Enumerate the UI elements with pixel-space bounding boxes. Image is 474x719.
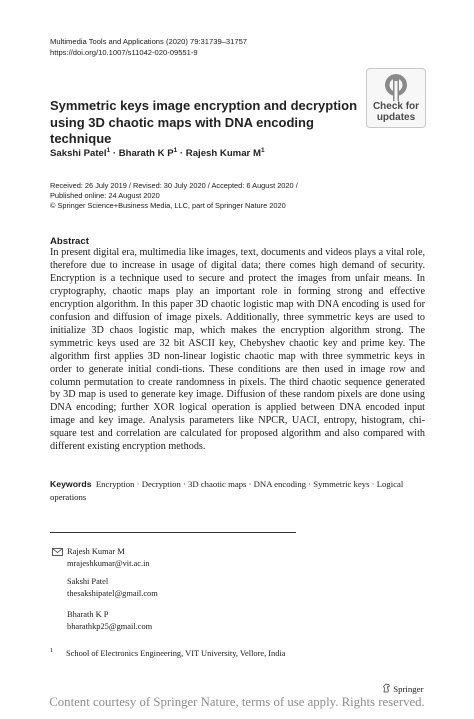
check-for-updates-badge[interactable] [366,68,426,128]
affiliation-marker: 1 [260,147,265,154]
abstract-line: compared with different existing encryption methods. [50,428,426,453]
keywords-list-continued: operations [50,491,87,502]
abstract-line: image and key image. Analysis parameters like NPCR, UACI, entropy, histogram, [50,415,405,427]
abstract-line: encryption algorithm strong. The symmetric keys used are 32 bit ASCII key, [50,324,425,349]
abstract-line: logistic chaotic map with three symmetric keys in order to generate initial condi- [50,350,425,375]
publisher-logo [382,683,424,694]
abstract-line: strong and effective encryption algorithm. In this paper 3D chaotic logistic map with [50,285,426,310]
journal-citation: Multimedia Tools and Applications (2020) 79:31739–31757 [50,37,248,46]
contact-name: Bharath K P [67,610,109,619]
abstract-line: from unfair means. In cryptography, chaotic maps play an important role in forming [50,272,426,297]
published-date: Published online: 24 August 2020 [50,191,160,201]
affiliation-marker: 1 [173,147,178,154]
abstract-line: three symmetric keys are used to initialize 3D chaos logistic map, which makes the [50,311,426,336]
abstract-line: generate key image. Diffusion of these random pixels are done using DNA [50,389,425,414]
abstract-line: tions. These conditions are then used in image row and column permutation to create [50,363,426,388]
author-name[interactable]: Bharath K P [118,148,174,160]
keywords-label: Keywords [50,479,92,489]
affiliation-marker: 1 [106,147,111,154]
contact-name: Sakshi Patel [67,577,109,586]
paper-title: Symmetric keys image encryption and decryption using 3D chaotic maps with DNA encoding technique [50,98,358,146]
author-separator: · [177,148,186,160]
abstract-line: encoding; further XOR logical operation is applied between DNA encoded input [76,402,425,414]
abstract-line: chi-square test and correlation are calculated for proposed algorithm and also [50,415,425,440]
springer-horse-icon [382,683,391,693]
envelope-icon [52,548,63,556]
courtesy-footer: Content courtesy of Springer Nature, terms of use apply. Rights reserved. [49,695,425,709]
author-separator: · [110,148,119,160]
abstract-line: randomness in pixels. The third chaotic sequence generated by 3D map is used to [50,376,426,401]
contact-email[interactable]: bharathkp25@gmail.com [67,621,153,631]
contact-name: Rajesh Kumar M [67,547,125,556]
abstract-line: demand of security. Encryption is a technique used to secure and protect the images [50,259,425,284]
publication-dates [50,181,298,212]
check-for-updates-icon [380,73,412,101]
keywords-list: Encryption · Decryption · 3D chaotic maps · DNA encoding · Symmetric keys · Logical [95,479,404,489]
doi-link[interactable]: https://doi.org/10.1007/s11042-020-09551-9 [50,47,198,57]
contact-entry [67,546,150,570]
abstract-heading: Abstract [50,236,89,247]
abstract-body [50,247,425,454]
contact-email[interactable]: mrajeshkumar@vit.ac.in [67,558,150,568]
abstract-line: In present digital era, multimedia like images, text, documents and videos plays a [50,247,384,258]
footnote-divider [50,532,296,533]
publisher-name: Springer [393,684,424,694]
contact-email[interactable]: thesakshipatel@gmail.com [67,588,158,598]
keywords-block [50,478,425,504]
affiliation-text: School of Electronics Engineering, VIT University, Vellore, India [66,649,286,658]
author-list [50,147,265,159]
author-name[interactable]: Rajesh Kumar M [185,148,261,160]
abstract-line: Chebyshev chaotic key and prime key. The algorithm first applies 3D non-linear [50,337,425,362]
received-dates: Received: 26 July 2019 / Revised: 30 July 2020 / Accepted: 6 August 2020 / [50,181,298,190]
contact-entry [67,609,152,633]
abstract-line: DNA encoding is used for confusion and diffusion of image pixels. Additionally, [50,298,425,323]
affiliation-number: 1 [50,647,54,654]
contact-entry [67,576,158,600]
abstract-line: vital role, therefore due to increase in usage of digital data; there comes high [50,247,426,271]
author-name[interactable]: Sakshi Patel [50,148,107,160]
badge-label: Check for updates [372,101,420,123]
copyright-notice: © Springer Science+Business Media, LLC, part of Springer Nature 2020 [50,201,286,211]
journal-header [50,37,247,58]
